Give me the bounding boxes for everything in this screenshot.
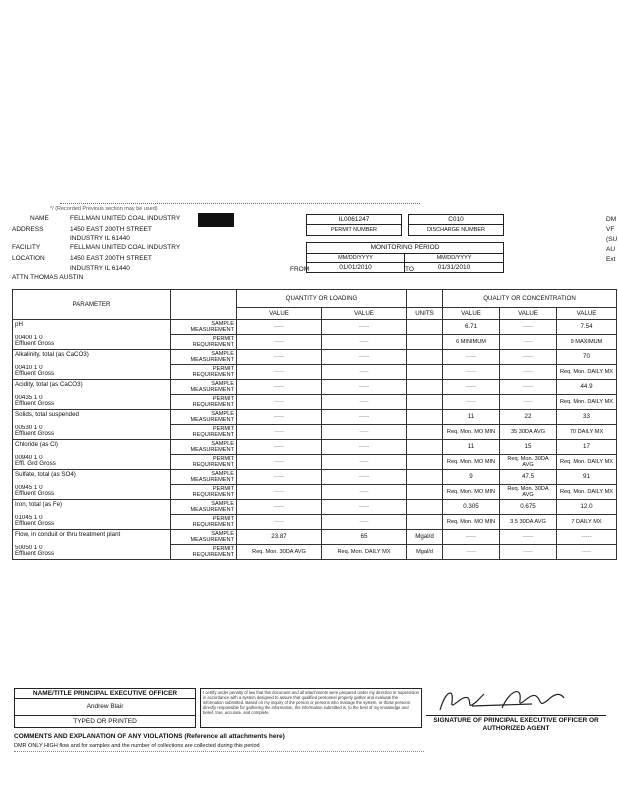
sample-value: 91 — [557, 470, 617, 485]
permit-value: ----- — [443, 545, 500, 560]
parameter-code — [13, 425, 171, 440]
sample-measurement-label: SAMPLE MEASUREMENT — [171, 500, 237, 515]
sample-value: ----- — [237, 440, 322, 455]
permit-value — [407, 335, 443, 350]
sample-value: 70 — [557, 350, 617, 365]
parameter-name: Alkalinity, total (as CaCO3) — [13, 350, 171, 365]
sample-value: ----- — [322, 470, 407, 485]
sample-value: ----- — [237, 350, 322, 365]
permit-value: Req. Mon. DAILY MX — [557, 485, 617, 500]
sample-value: ----- — [500, 530, 557, 545]
permittee-name: FELLMAN UNITED COAL INDUSTRY — [70, 215, 181, 222]
sample-value — [407, 470, 443, 485]
permit-value: ----- — [500, 335, 557, 350]
parameter-name: Iron, total (as Fe) — [13, 500, 171, 515]
permit-row — [13, 395, 617, 410]
permit-value: ----- — [322, 485, 407, 500]
to-date: 01/31/2010 — [437, 264, 471, 271]
comments-label: COMMENTS AND EXPLANATION OF ANY VIOLATIONS (Reference all attachments here) — [14, 733, 285, 740]
sample-value — [407, 410, 443, 425]
parameter-header: PARAMETER — [13, 290, 171, 320]
parameter-code — [13, 455, 171, 470]
sample-value — [407, 500, 443, 515]
permit-value: Mgal/d — [407, 545, 443, 560]
sample-value: ----- — [237, 500, 322, 515]
permit-value: Req. Mon. 30DA AVG — [500, 455, 557, 470]
permit-value: ----- — [500, 545, 557, 560]
permit-value: ----- — [322, 335, 407, 350]
permit-value: 9 MAXIMUM — [557, 335, 617, 350]
permit-value: Req. Mon. DAILY MX — [557, 395, 617, 410]
permit-value: ----- — [237, 365, 322, 380]
sample-value: ----- — [500, 350, 557, 365]
permit-value: ----- — [237, 335, 322, 350]
permit-row — [13, 455, 617, 470]
parameter-location: Effl. Grd Gross — [15, 459, 56, 467]
parameter-name: Flow, in conduit or thru treatment plant — [13, 530, 171, 545]
sample-value: ----- — [557, 530, 617, 545]
permit-row — [13, 545, 617, 560]
attention-line: ATTN THOMAS AUSTIN — [12, 274, 84, 281]
sample-value: 6.71 — [443, 320, 500, 335]
permit-row — [13, 485, 617, 500]
sample-measurement-label: SAMPLE MEASUREMENT — [171, 470, 237, 485]
sample-value: ----- — [500, 380, 557, 395]
sample-value: ----- — [443, 380, 500, 395]
sample-value: 17 — [557, 440, 617, 455]
location-line-1: 1450 EAST 200TH STREET — [70, 255, 152, 262]
sample-row — [13, 500, 617, 515]
monitoring-period-label: MONITORING PERIOD — [370, 244, 440, 251]
parameter-code-text: 00410 1 0 — [15, 364, 43, 371]
permit-requirement-label: PERMIT REQUIREMENT — [171, 515, 237, 530]
permit-requirement-label: PERMIT REQUIREMENT — [171, 455, 237, 470]
parameter-name: pH — [13, 320, 171, 335]
sample-value: 23.87 — [237, 530, 322, 545]
permit-value — [407, 425, 443, 440]
discharge-number: C010 — [448, 216, 464, 223]
permit-value: Req. Mon. MO MIN — [443, 425, 500, 440]
sample-measurement-label: SAMPLE MEASUREMENT — [171, 530, 237, 545]
permit-value — [407, 515, 443, 530]
permit-requirement-label: PERMIT REQUIREMENT — [171, 335, 237, 350]
sample-row — [13, 470, 617, 485]
permittee-label: NAME — [30, 215, 49, 222]
sample-value: 11 — [443, 410, 500, 425]
sample-measurement-label: SAMPLE MEASUREMENT — [171, 380, 237, 395]
parameter-code — [13, 395, 171, 410]
permit-value: ----- — [557, 545, 617, 560]
officer-label: NAME/TITLE PRINCIPAL EXECUTIVE OFFICER — [32, 690, 178, 697]
conc-value-3-header: VALUE — [557, 308, 617, 320]
sample-value: ----- — [322, 500, 407, 515]
permit-number-box — [306, 214, 402, 236]
permit-value: ----- — [237, 425, 322, 440]
permit-value: 6 MINIMUM — [443, 335, 500, 350]
permit-value: 35 30DA AVG — [500, 425, 557, 440]
sample-measurement-label: SAMPLE MEASUREMENT — [171, 410, 237, 425]
permit-value: 3.5 30DA AVG — [500, 515, 557, 530]
certification-text: I certify under penalty of law that this document and all attachments were prepared under my direction or supervision in accordance with a system designed to assure that qualified personnel properly gather and evaluate the information submitted. Based on my inquiry of the person or persons who manage the system, or those persons directly responsible for gathering the information, the information submitted is, to the best of my knowledge and belief, true, accurate, and complete. — [203, 690, 420, 715]
parameter-code — [13, 485, 171, 500]
parameter-code-text: 00945 1 0 — [15, 484, 43, 491]
sample-value: ----- — [322, 410, 407, 425]
sample-value — [407, 320, 443, 335]
sample-row — [13, 530, 617, 545]
permit-value: ----- — [443, 395, 500, 410]
to-date-format: MM/DD/YYYY — [436, 255, 472, 261]
parameter-code-text: 00435 1 0 — [15, 394, 43, 401]
sample-row — [13, 320, 617, 335]
permit-value: ----- — [322, 425, 407, 440]
parameter-code-text: 00940 1 0 — [15, 454, 43, 461]
to-label: TO — [405, 266, 414, 273]
sample-value: 0.675 — [500, 500, 557, 515]
permit-value: ----- — [322, 455, 407, 470]
permit-value: Req. Mon. 30DA AVG — [500, 485, 557, 500]
parameter-code-text: 01045 1 0 — [15, 514, 43, 521]
parameter-location: Effluent Gross — [15, 399, 55, 407]
facility-name: FELLMAN UNITED COAL INDUSTRY — [70, 244, 181, 251]
address-line-1: 1450 EAST 200TH STREET — [70, 226, 152, 233]
sample-measurement-label: SAMPLE MEASUREMENT — [171, 350, 237, 365]
sample-measurement-label: SAMPLE MEASUREMENT — [171, 320, 237, 335]
location-label: LOCATION — [12, 255, 45, 262]
typed-label: TYPED OR PRINTED — [73, 718, 137, 725]
address-label: ADDRESS — [12, 226, 44, 233]
parameter-location: Effluent Gross — [15, 429, 55, 437]
sample-row — [13, 410, 617, 425]
parameter-location: Effluent Gross — [15, 369, 55, 377]
certification-box — [200, 688, 422, 728]
sample-value — [407, 380, 443, 395]
sample-value: ----- — [322, 380, 407, 395]
from-date-format: MM/DD/YYYY — [338, 255, 373, 261]
discharge-number-label: DISCHARGE NUMBER — [426, 227, 486, 233]
parameter-location: Effluent Gross — [15, 339, 55, 347]
parameter-code — [13, 545, 171, 560]
permit-requirement-label: PERMIT REQUIREMENT — [171, 365, 237, 380]
permit-value: Req. Mon. DAILY MX — [322, 545, 407, 560]
sample-value: ----- — [443, 530, 500, 545]
loading-value-1-header: VALUE — [237, 308, 322, 320]
dmr-table — [12, 289, 617, 560]
permit-value: ----- — [322, 515, 407, 530]
signature-image — [432, 684, 582, 716]
sample-value: ----- — [322, 440, 407, 455]
sample-value: 9 — [443, 470, 500, 485]
permit-value: Req. Mon. MO MIN — [443, 455, 500, 470]
permit-row — [13, 365, 617, 380]
units-header: UNITS — [407, 308, 443, 320]
permit-value: 70 DAILY MX — [557, 425, 617, 440]
sample-value — [407, 440, 443, 455]
parameter-code — [13, 515, 171, 530]
parameter-location: Effluent Gross — [15, 489, 55, 497]
conc-value-2-header: VALUE — [500, 308, 557, 320]
label-header-blank — [171, 290, 237, 320]
sample-value: ----- — [237, 410, 322, 425]
permit-value: Req. Mon. MO MIN — [443, 485, 500, 500]
sample-value: 0.305 — [443, 500, 500, 515]
concentration-header: QUALITY OR CONCENTRATION — [443, 290, 617, 308]
parameter-name: Acidity, total (as CaCO3) — [13, 380, 171, 395]
sample-value: 47.5 — [500, 470, 557, 485]
permit-value: Req. Mon. DAILY MX — [557, 455, 617, 470]
sample-value: ----- — [237, 380, 322, 395]
redaction-block — [198, 213, 234, 227]
sample-value: 65 — [322, 530, 407, 545]
parameter-name: Solids, total suspended — [13, 410, 171, 425]
sample-value: ----- — [237, 320, 322, 335]
from-label: FROM — [290, 266, 310, 273]
from-date: 01/01/2010 — [339, 264, 372, 271]
units-header-blank — [407, 290, 443, 308]
sample-value: ----- — [500, 320, 557, 335]
permit-value: ----- — [322, 365, 407, 380]
permit-number-label: PERMIT NUMBER — [330, 227, 378, 233]
sample-value: Mgal/d — [407, 530, 443, 545]
permit-value: ----- — [237, 485, 322, 500]
parameter-code — [13, 335, 171, 350]
sample-value: 11 — [443, 440, 500, 455]
sample-value: ----- — [443, 350, 500, 365]
sample-value: 44.9 — [557, 380, 617, 395]
parameter-location: Effluent Gross — [15, 519, 55, 527]
sample-value: 7.54 — [557, 320, 617, 335]
permit-number: IL0061247 — [338, 216, 370, 223]
discharge-number-box — [408, 214, 504, 236]
address-line-2: INDUSTRY IL 61440 — [70, 235, 130, 242]
sample-measurement-label: SAMPLE MEASUREMENT — [171, 440, 237, 455]
sample-value: ----- — [322, 320, 407, 335]
officer-box — [14, 688, 196, 728]
permit-value: ----- — [322, 395, 407, 410]
comments-text: DMR ONLY HIGH flow and for samples and the number of collections are collected during this period — [14, 743, 260, 749]
parameter-code — [13, 365, 171, 380]
permit-row — [13, 335, 617, 350]
officer-name: Andrew Blair — [86, 703, 124, 710]
sample-value: 12.0 — [557, 500, 617, 515]
permit-value: ----- — [237, 395, 322, 410]
permit-value — [407, 395, 443, 410]
permit-value — [407, 485, 443, 500]
conc-value-1-header: VALUE — [443, 308, 500, 320]
sample-value: ----- — [322, 350, 407, 365]
top-note: */ (Recorded Previous section may be used) — [50, 206, 158, 212]
permit-row — [13, 515, 617, 530]
permit-value: Req. Mon. DAILY MX — [557, 365, 617, 380]
sample-value: ----- — [237, 470, 322, 485]
right-edge-text: DM VF (SU AU Ext — [606, 216, 618, 263]
permit-requirement-label: PERMIT REQUIREMENT — [171, 545, 237, 560]
parameter-code-text: 50050 1 0 — [15, 544, 43, 551]
signature-label: SIGNATURE OF PRINCIPAL EXECUTIVE OFFICER OR AUTHORIZED AGENT — [433, 717, 599, 732]
parameter-code-text: 00530 1 0 — [15, 424, 43, 431]
permit-value: ----- — [500, 395, 557, 410]
permit-value: ----- — [237, 515, 322, 530]
facility-label: FACILITY — [12, 244, 41, 251]
parameter-name: Chloride (as Cl) — [13, 440, 171, 455]
parameter-name: Sulfate, total (as SO4) — [13, 470, 171, 485]
permit-value: Req. Mon. MO MIN — [443, 515, 500, 530]
parameter-location: Effluent Gross — [15, 549, 55, 557]
loading-value-2-header: VALUE — [322, 308, 407, 320]
permit-value — [407, 365, 443, 380]
sample-row — [13, 440, 617, 455]
sample-value: 15 — [500, 440, 557, 455]
permit-value: ----- — [500, 365, 557, 380]
permit-row — [13, 425, 617, 440]
permit-requirement-label: PERMIT REQUIREMENT — [171, 395, 237, 410]
permit-value: ----- — [443, 365, 500, 380]
permit-value: Req. Mon. 30DA AVG — [237, 545, 322, 560]
permit-value: ----- — [237, 455, 322, 470]
sample-row — [13, 350, 617, 365]
sample-value: 22 — [500, 410, 557, 425]
top-rule — [60, 203, 420, 204]
permit-value: 7 DAILY MX — [557, 515, 617, 530]
sample-value: 33 — [557, 410, 617, 425]
loading-header: QUANTITY OR LOADING — [237, 290, 407, 308]
sample-row — [13, 380, 617, 395]
sample-value — [407, 350, 443, 365]
permit-requirement-label: PERMIT REQUIREMENT — [171, 425, 237, 440]
permit-value — [407, 455, 443, 470]
permit-requirement-label: PERMIT REQUIREMENT — [171, 485, 237, 500]
parameter-code-text: 00400 1 0 — [15, 334, 43, 341]
location-line-2: INDUSTRY IL 61440 — [70, 265, 130, 272]
